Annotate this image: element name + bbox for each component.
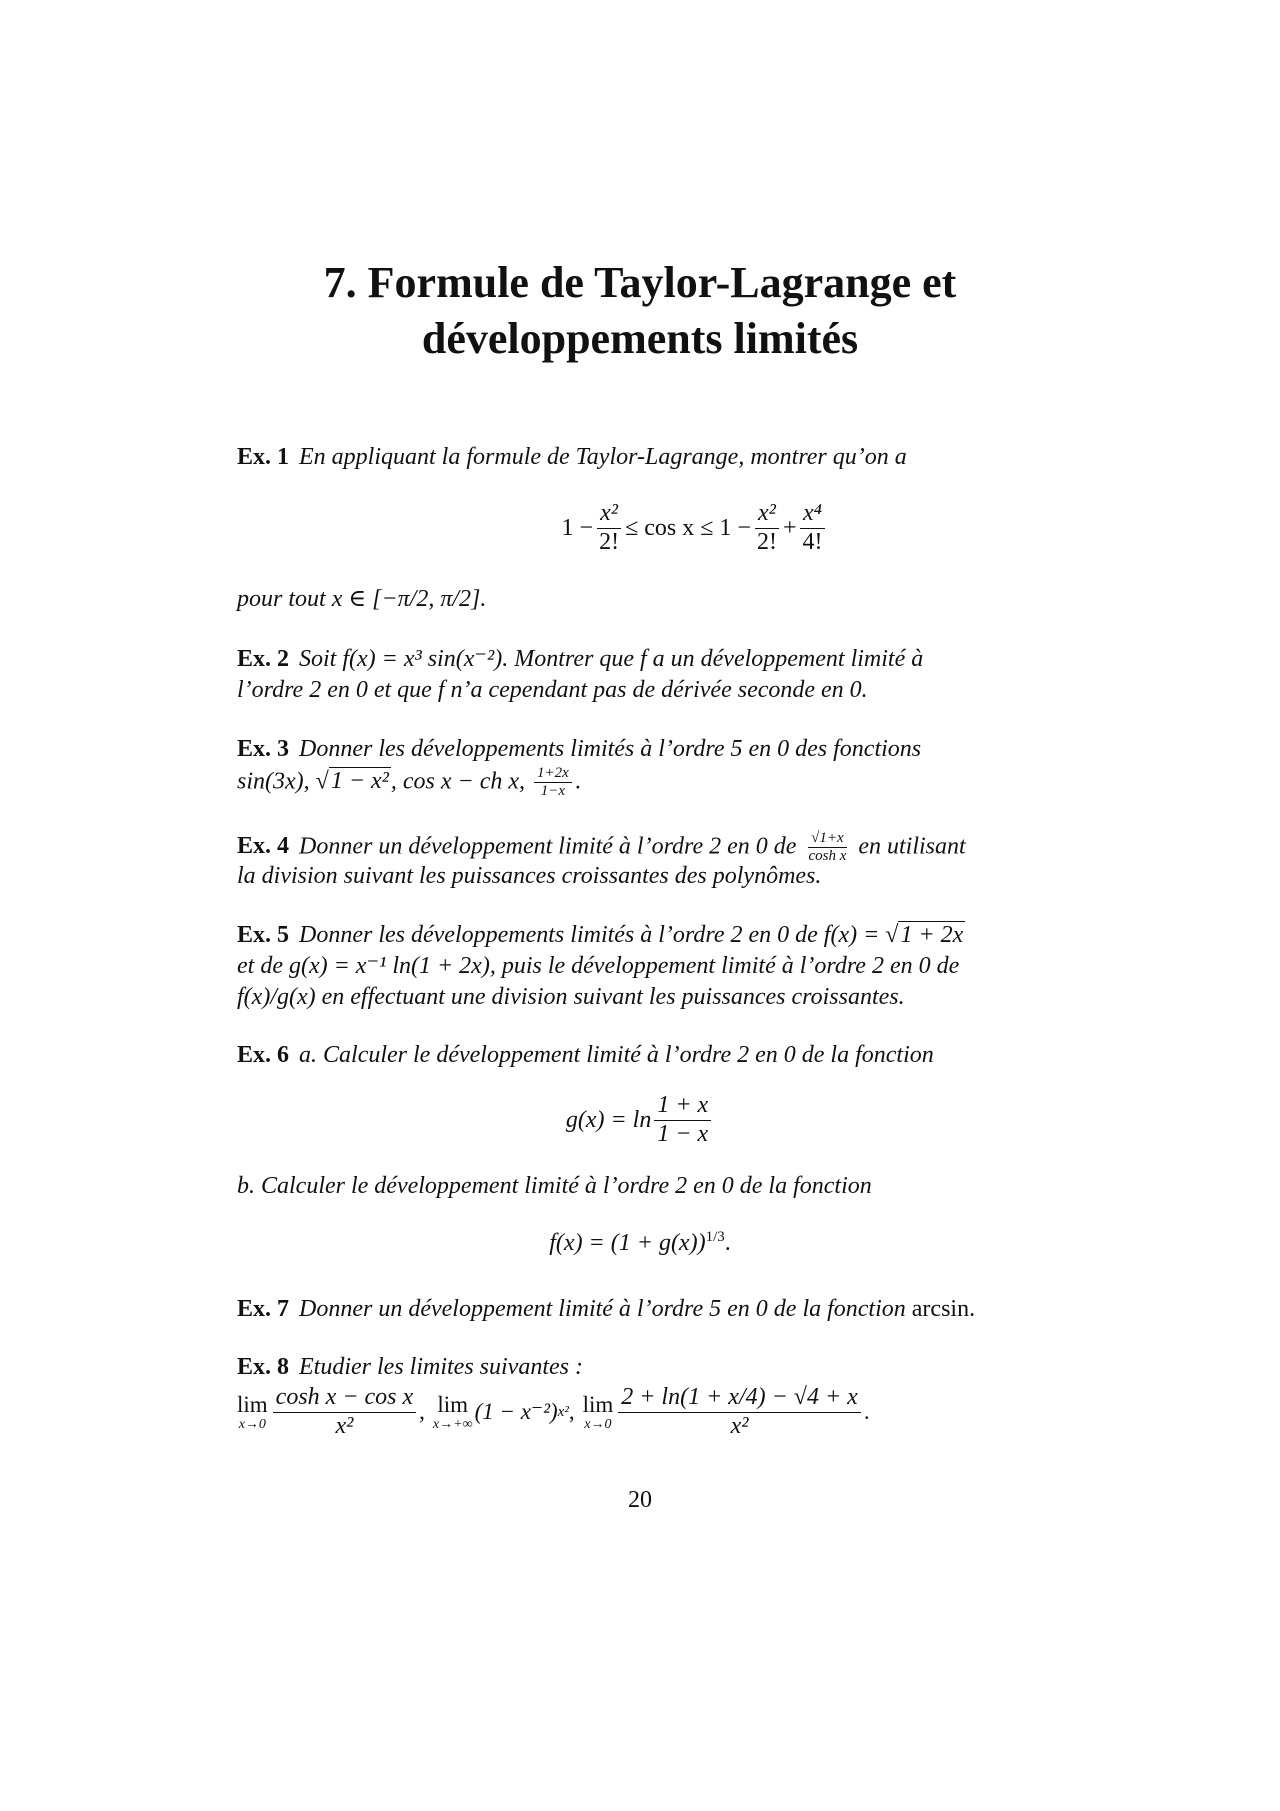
math-expression: g(x) = ln bbox=[565, 1106, 652, 1133]
exercise-text: b. Calculer le développement limité à l’ordre 2 en 0 de la fonction bbox=[237, 1173, 872, 1199]
fraction-denominator: 2! bbox=[599, 528, 620, 555]
fraction-denominator: cosh x bbox=[808, 848, 847, 865]
fraction-numerator: x² bbox=[597, 500, 621, 529]
exercise-text: Donner les développements limités à l’ordre 5 en 0 des fonctions bbox=[299, 736, 922, 762]
exercise-2 bbox=[237, 644, 1077, 706]
chapter-title-line-2: développements limités bbox=[421, 314, 859, 363]
fraction-denominator: 2! bbox=[756, 528, 777, 555]
math-expression: , cos x − ch x, bbox=[390, 768, 532, 795]
fraction-denominator: x² bbox=[730, 1412, 749, 1439]
exercise-label: Ex. 6 bbox=[237, 1042, 290, 1068]
punctuation: , bbox=[419, 1399, 425, 1425]
fraction-numerator: x⁴ bbox=[800, 500, 825, 529]
limit-subscript: x→+∞ bbox=[432, 1417, 473, 1433]
exercise-text: a. Calculer le développement limité à l’ordre 2 en 0 de la fonction bbox=[299, 1042, 934, 1068]
math-expression: x ∈ [−π/2, π/2]. bbox=[331, 586, 487, 612]
exercise-label: Ex. 1 bbox=[237, 444, 290, 470]
exercise-text: . Montrer que f a un développement limité à bbox=[502, 646, 924, 672]
fraction-denominator: 1 − x bbox=[657, 1120, 709, 1147]
exercise-text: Etudier les limites suivantes : bbox=[299, 1354, 583, 1380]
exercise-label: Ex. 2 bbox=[237, 646, 290, 672]
punctuation: . bbox=[724, 1230, 731, 1256]
exercise-label: Ex. 4 bbox=[237, 833, 290, 860]
fraction-numerator: 1 + x bbox=[654, 1092, 711, 1121]
ex1-inequality bbox=[0, 500, 1280, 556]
math-expression: f(x) = (1 + g(x)) bbox=[549, 1230, 706, 1256]
exercise-text: et de g(x) = x⁻¹ ln(1 + 2x), puis le développement limité à l’ordre 2 en 0 de bbox=[237, 953, 960, 979]
exercise-4 bbox=[237, 830, 1077, 892]
ineq-term: ≤ cos x ≤ 1 − bbox=[625, 514, 751, 541]
fraction-numerator: 1+2x bbox=[534, 765, 572, 783]
exercise-text: en utilisant bbox=[858, 833, 966, 860]
exercise-text: l’ordre 2 en 0 et que f n’a cependant pas de dérivée seconde en 0. bbox=[237, 677, 868, 703]
exercise-label: Ex. 8 bbox=[237, 1354, 290, 1380]
limit-subscript: x→0 bbox=[584, 1417, 612, 1433]
exercise-label: Ex. 5 bbox=[237, 922, 290, 948]
fraction bbox=[618, 1384, 861, 1440]
exercise-6-part-b bbox=[237, 1171, 1077, 1202]
limit-operator: lim bbox=[582, 1392, 614, 1418]
exponent: 1/3 bbox=[705, 1229, 725, 1245]
exercise-text: Donner un développement limité à l’ordre 5 en 0 de la fonction bbox=[299, 1296, 906, 1322]
limit-1 bbox=[237, 1392, 268, 1432]
ex8-limits: lim x→0 $\frac{\text{cosh x − cos x}}{\text{x²}}$ , lim x→+∞ (1 − x⁻²) x² , lim x→0 $\frac{2 + \ln(1 + x/4) - √4 + x}{\text{x²}}$ . bbox=[237, 1384, 870, 1439]
exercise-text: pour tout bbox=[237, 586, 332, 612]
ex6-f-definition bbox=[0, 1230, 1280, 1257]
limit-subscript: x→0 bbox=[238, 1417, 266, 1433]
exercise-text: Soit bbox=[299, 646, 343, 672]
chapter-title bbox=[0, 255, 1280, 367]
exercise-3 bbox=[237, 734, 1077, 800]
fraction-denominator: x² bbox=[335, 1412, 354, 1439]
exercise-5 bbox=[237, 920, 1077, 1013]
punctuation: . bbox=[863, 1399, 870, 1425]
fraction-denominator: 1−x bbox=[540, 783, 566, 800]
exercise-1-tail bbox=[237, 584, 1077, 615]
page-number: 20 bbox=[628, 1487, 652, 1513]
math-expression: f(x) = x³ sin(x⁻²) bbox=[342, 646, 503, 672]
fraction-numerator: √1+x bbox=[808, 830, 847, 848]
ineq-term: 1 − bbox=[561, 514, 594, 541]
exercise-text: En appliquant la formule de Taylor-Lagrange, montrer qu’on a bbox=[299, 444, 907, 470]
ex6-g-definition bbox=[0, 1092, 1280, 1148]
fraction-denominator: 4! bbox=[802, 528, 823, 555]
punctuation: , bbox=[568, 1399, 575, 1425]
exercise-text: la division suivant les puissances croissantes des polynômes. bbox=[237, 863, 822, 889]
exercise-6 bbox=[237, 1040, 1077, 1071]
exercise-text: f(x)/g(x) en effectuant une division suivant les puissances croissantes. bbox=[237, 984, 905, 1010]
exercise-text: Donner un développement limité à l’ordre 2 en 0 de bbox=[299, 833, 797, 860]
fraction bbox=[754, 500, 780, 556]
square-root: √1 − x² bbox=[315, 768, 389, 795]
limit-operator: lim bbox=[437, 1392, 469, 1418]
exercise-8 bbox=[237, 1352, 1077, 1383]
limit-operator: lim bbox=[237, 1392, 268, 1418]
math-expression: (1 − x⁻²) bbox=[474, 1399, 558, 1425]
exercise-text: Donner les développements limités à l’ordre 2 en 0 de f(x) = bbox=[299, 922, 886, 948]
math-expression: arcsin. bbox=[905, 1296, 976, 1322]
limit-3 bbox=[583, 1392, 614, 1432]
fraction-numerator: cosh x − cos x bbox=[273, 1384, 416, 1413]
math-expression: sin(3x), bbox=[237, 768, 316, 795]
fraction bbox=[273, 1384, 416, 1440]
radicand: 1 + 2x bbox=[900, 922, 964, 948]
square-root: √1 + 2x bbox=[885, 922, 964, 948]
radicand: 1 − x² bbox=[330, 768, 389, 795]
punctuation: . bbox=[574, 768, 581, 795]
exercise-1 bbox=[237, 442, 1077, 473]
fraction bbox=[654, 1092, 711, 1148]
fraction bbox=[596, 500, 622, 556]
chapter-title-line-1: 7. Formule de Taylor-Lagrange et bbox=[323, 258, 957, 307]
exercise-7 bbox=[237, 1294, 1077, 1325]
ineq-term: + bbox=[782, 514, 797, 541]
exercise-label: Ex. 3 bbox=[237, 736, 290, 762]
fraction bbox=[799, 500, 825, 556]
exercise-label: Ex. 7 bbox=[237, 1296, 290, 1322]
fraction-numerator: x² bbox=[755, 500, 779, 529]
limit-2 bbox=[433, 1392, 473, 1432]
fraction-numerator: 2 + ln(1 + x/4) − √4 + x bbox=[618, 1384, 861, 1413]
fraction bbox=[534, 765, 572, 801]
